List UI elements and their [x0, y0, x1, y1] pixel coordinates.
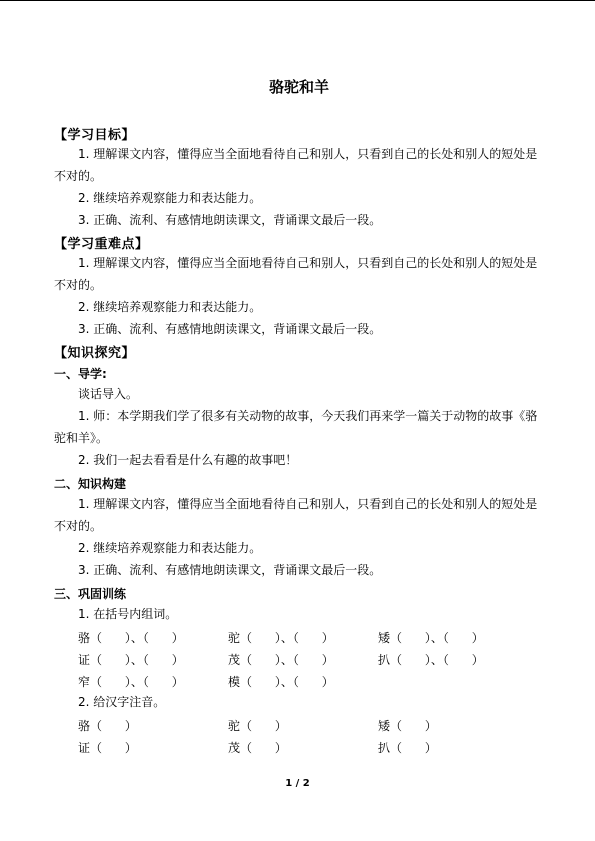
- exercise-q2-cell: 驼（ ）: [228, 719, 287, 733]
- explore-part2-item-2: 2. 继续培养观察能力和表达能力。: [78, 541, 262, 555]
- exercise-q2-cell: 茂（ ）: [228, 741, 287, 755]
- exercise-q2-cell: 扒（ ）: [378, 741, 437, 755]
- explore-part2-title: 二、知识构建: [54, 477, 127, 491]
- explore-part3-title: 三、巩固训练: [54, 587, 127, 601]
- exercise-q1-cell: 矮（ ）、（ ）: [378, 631, 484, 645]
- exercise-q2: 2. 给汉字注音。: [78, 695, 166, 709]
- goals-item-1a: 1. 理解课文内容，懂得应当全面地看待自己和别人，只看到自己的长处和别人的短处是: [78, 147, 538, 161]
- exercise-q1-cell: 窄（ ）、（ ）: [78, 675, 184, 689]
- exercise-q1-cell: 茂（ ）、（ ）: [228, 653, 334, 667]
- goals-item-1b: 不对的。: [54, 169, 103, 183]
- page-top-rule: [0, 0, 595, 1]
- explore-part1-title: 一、导学:: [54, 367, 107, 381]
- exercise-q1-cell: 扒（ ）、（ ）: [378, 653, 484, 667]
- page-number: 1 / 2: [285, 778, 310, 789]
- exercise-q1-cell: 骆（ ）、（ ）: [78, 631, 184, 645]
- exercise-q2-cell: 矮（ ）: [378, 719, 437, 733]
- section-heading-explore: 【知识探究】: [54, 346, 136, 361]
- section-heading-goals: 【学习目标】: [54, 128, 136, 143]
- goals-item-3: 3. 正确、流利、有感情地朗读课文，背诵课文最后一段。: [78, 213, 382, 227]
- exercise-q2-cell: 证（ ）: [78, 741, 137, 755]
- explore-part1-intro: 谈话导入。: [78, 387, 139, 401]
- exercise-q1-cell: 驼（ ）、（ ）: [228, 631, 334, 645]
- exercise-q1: 1. 在括号内组词。: [78, 607, 178, 621]
- explore-part2-item-1b: 不对的。: [54, 519, 103, 533]
- exercise-q1-cell: 证（ ）、（ ）: [78, 653, 184, 667]
- exercise-q1-cell: 模（ ）、（ ）: [228, 675, 334, 689]
- explore-part2-item-1a: 1. 理解课文内容，懂得应当全面地看待自己和别人，只看到自己的长处和别人的短处是: [78, 497, 538, 511]
- explore-part1-item-1a: 1. 师：本学期我们学了很多有关动物的故事，今天我们再来学一篇关于动物的故事《骆: [78, 409, 538, 423]
- explore-part1-item-2: 2. 我们一起去看看是什么有趣的故事吧！: [78, 453, 298, 467]
- goals-item-2: 2. 继续培养观察能力和表达能力。: [78, 191, 262, 205]
- section-heading-key: 【学习重难点】: [54, 237, 149, 252]
- key-item-1b: 不对的。: [54, 278, 103, 292]
- explore-part1-item-1b: 驼和羊》。: [54, 431, 109, 445]
- document-title: 骆驼和羊: [268, 78, 329, 96]
- key-item-3: 3. 正确、流利、有感情地朗读课文，背诵课文最后一段。: [78, 322, 382, 336]
- explore-part2-item-3: 3. 正确、流利、有感情地朗读课文，背诵课文最后一段。: [78, 563, 382, 577]
- exercise-q2-cell: 骆（ ）: [78, 719, 137, 733]
- key-item-2: 2. 继续培养观察能力和表达能力。: [78, 300, 262, 314]
- key-item-1a: 1. 理解课文内容，懂得应当全面地看待自己和别人，只看到自己的长处和别人的短处是: [78, 256, 538, 270]
